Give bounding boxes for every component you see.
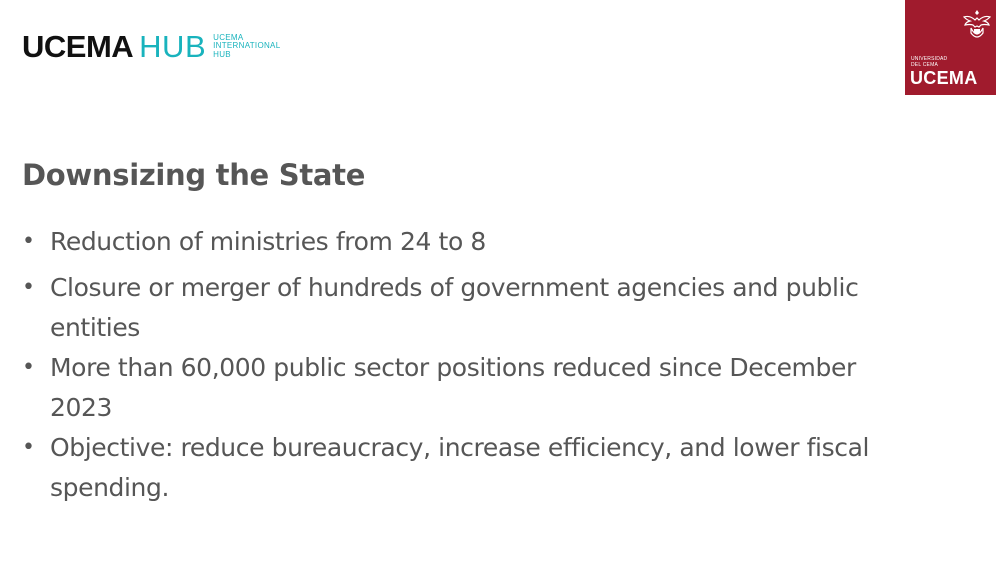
bullet-marker: •	[22, 355, 35, 380]
slide-title: Downsizing the State	[22, 158, 366, 192]
logo-subtext-line: HUB	[213, 49, 231, 59]
university-crest-logo	[905, 0, 996, 95]
logo-subtext-line: INTERNATIONAL	[213, 41, 281, 51]
bullet-marker: •	[22, 435, 35, 460]
bullet-text: More than 60,000 public sector positions reduced since December 2023	[50, 353, 856, 422]
crest-university-line: DEL CEMA	[911, 62, 938, 68]
bullet-item	[22, 348, 882, 428]
bullet-text: Objective: reduce bureaucracy, increase efficiency, and lower fiscal spending.	[50, 433, 870, 502]
bullet-list	[22, 222, 882, 508]
logo-subtext-line: UCEMA	[213, 32, 244, 42]
crest-ucema-name: UCEMA	[910, 68, 978, 88]
bullet-text: Closure or merger of hundreds of government agencies and public entities	[50, 273, 859, 342]
crest-university-line: UNIVERSIDAD	[911, 56, 948, 62]
bullet-item	[22, 268, 882, 348]
bullet-text: Reduction of ministries from 24 to 8	[50, 227, 486, 256]
bullet-marker: •	[22, 229, 35, 254]
logo-ucema-text: UCEMA	[22, 29, 134, 64]
eagle-crest-icon	[962, 7, 992, 41]
bullet-item	[22, 428, 882, 508]
bullet-item	[22, 222, 882, 262]
logo-hub-text: HUB	[139, 29, 207, 64]
ucema-hub-logo	[22, 31, 280, 62]
logo-subtext	[213, 34, 280, 60]
bullet-marker: •	[22, 275, 35, 300]
crest-university-label	[911, 56, 947, 68]
